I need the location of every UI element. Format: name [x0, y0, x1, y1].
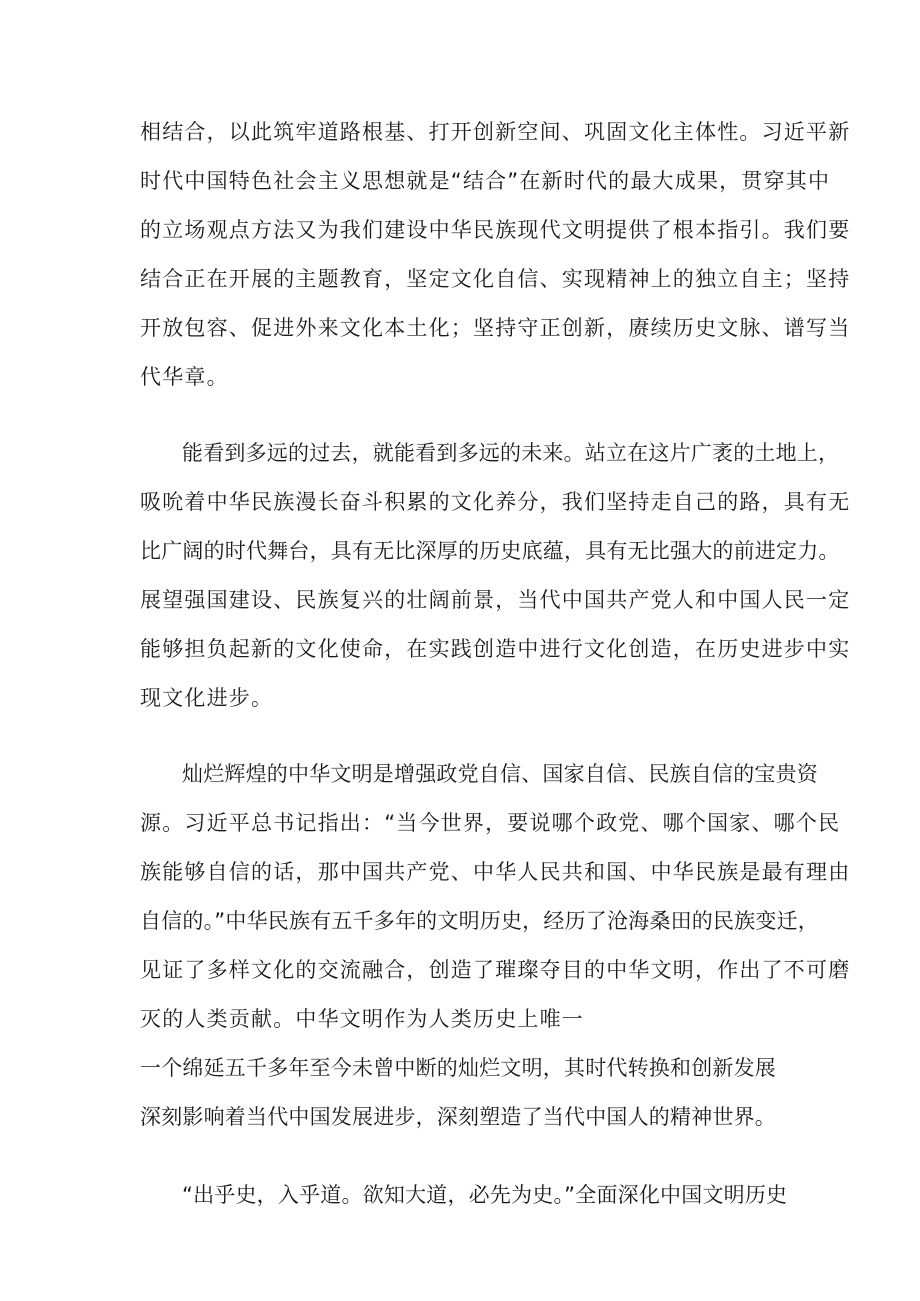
text-line: “出乎史，入乎道。欲知大道，必先为史。”全面深化中国文明历史 [182, 1183, 788, 1207]
text-line: 开放包容、促进外来文化本土化；坚持守正创新，赓续历史文脉、谱写当 [140, 316, 851, 340]
text-line: 自信的。”中华民族有五千多年的文明历史，经历了沧海桑田的民族变迁， [140, 909, 819, 933]
text-line: 时代中国特色社会主义思想就是“结合”在新时代的最大成果，贯穿其中 [140, 169, 831, 193]
text-line: 的立场观点方法又为我们建设中华民族现代文明提供了根本指引。我们要 [140, 218, 851, 242]
text-line: 灿烂辉煌的中华文明是增强政党自信、国家自信、民族自信的宝贵资 [182, 762, 818, 786]
text-line: 见证了多样文化的交流融合，创造了璀璨夺目的中华文明，作出了不可磨 [140, 958, 851, 982]
text-line: 能够担负起新的文化使命，在实践创造中进行文化创造，在历史进步中实 [140, 637, 851, 661]
text-line: 源。习近平总书记指出：“当今世界，要说哪个政党、哪个国家、哪个民 [140, 811, 841, 835]
text-line: 灭的人类贡献。中华文明作为人类历史上唯一 [140, 1007, 584, 1031]
text-line: 能看到多远的过去，就能看到多远的未来。站立在这片广袤的土地上， [182, 441, 840, 465]
text-line: 展望强国建设、民族复兴的壮阔前景，当代中国共产党人和中国人民一定 [140, 588, 851, 612]
text-line: 一个绵延五千多年至今未曾中断的灿烂文明，其时代转换和创新发展 [140, 1056, 776, 1080]
text-line: 比广阔的时代舞台，具有无比深厚的历史底蕴，具有无比强大的前进定力。 [140, 539, 840, 563]
text-line: 吸吮着中华民族漫长奋斗积累的文化养分，我们坚持走自己的路，具有无 [140, 490, 851, 514]
text-line: 结合正在开展的主题教育，坚定文化自信、实现精神上的独立自主；坚持 [140, 267, 851, 291]
text-line: 现文化进步。 [140, 686, 274, 710]
text-line: 深刻影响着当代中国发展进步，深刻塑造了当代中国人的精神世界。 [140, 1105, 776, 1129]
text-line: 相结合，以此筑牢道路根基、打开创新空间、巩固文化主体性。习近平新 [140, 120, 851, 144]
text-line: 代华章。 [140, 365, 229, 389]
text-line: 族能够自信的话，那中国共产党、中华人民共和国、中华民族是最有理由 [140, 860, 851, 884]
